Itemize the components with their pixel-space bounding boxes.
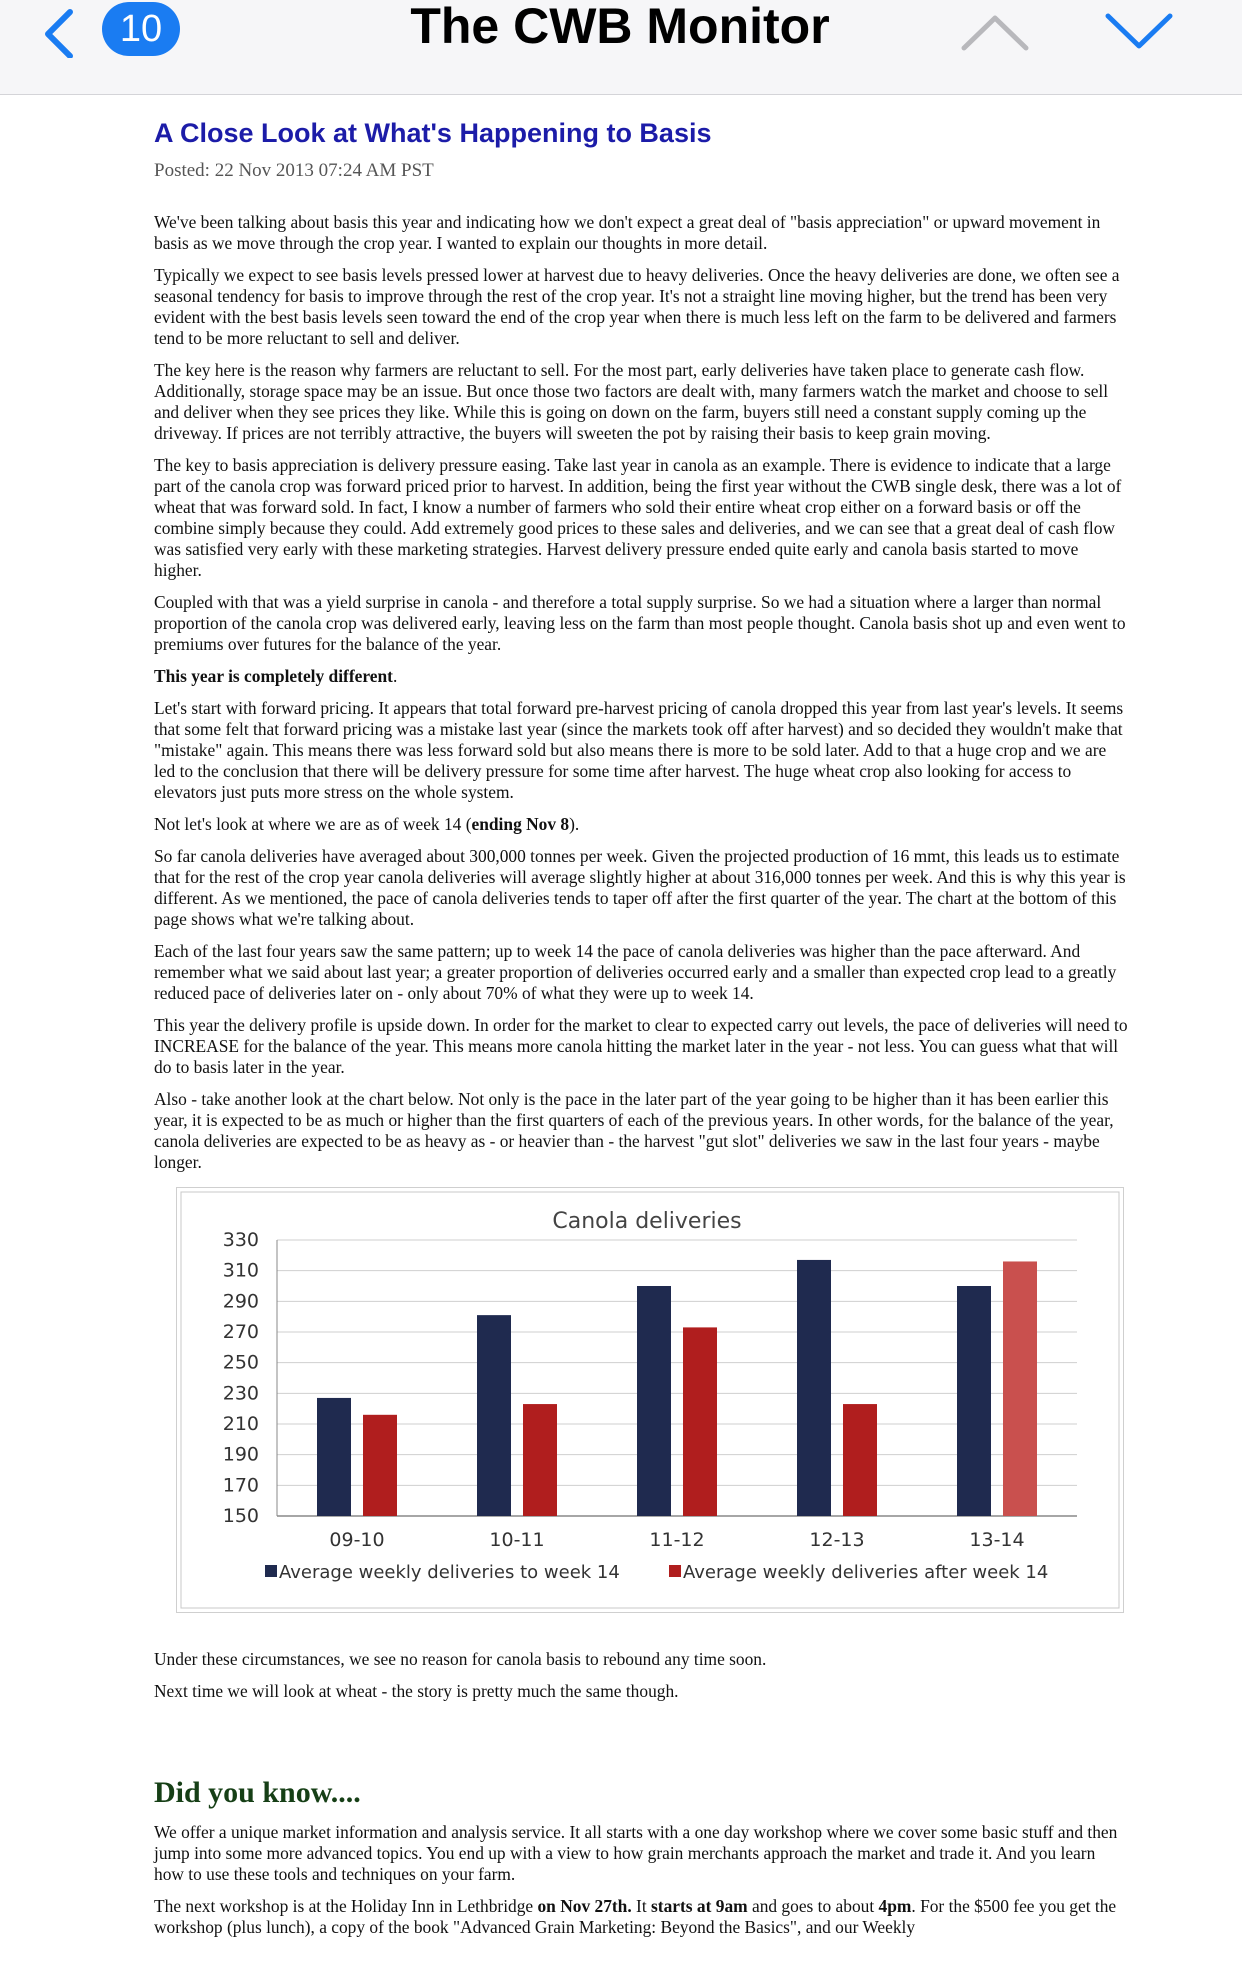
paragraph: Next time we will look at wheat - the story is pretty much the same though. [154,1681,679,1701]
bold-text: 4pm [878,1896,912,1916]
y-tick-label: 150 [222,1505,259,1527]
paragraph [154,666,1128,687]
y-tick-label: 290 [222,1290,259,1313]
paragraph [154,1896,1128,1938]
paragraph: Each of the last four years saw the same pattern; up to week 14 the pace of canola deliveries was higher than the pace afterward. And remember what we said about last year; a greater proportion of deliveries occurred early and a smaller than expected crop lead to a greatly reduced pace of deliveries later on - only about 70% of what they were up to week 14. [154,941,1117,1003]
text: . [392,666,398,686]
bar [637,1286,671,1516]
bar [317,1398,351,1516]
y-tick-label: 250 [222,1351,259,1374]
text: Not let's look at where we are as of week 14 ( [154,814,472,834]
chevron-up-icon[interactable] [960,10,1030,54]
legend-swatch [265,1565,277,1577]
x-tick-label: 10-11 [489,1529,545,1551]
y-tick-label: 210 [222,1413,259,1435]
x-tick-label: 09-10 [329,1529,385,1551]
paragraph: So far canola deliveries have averaged about 300,000 tonnes per week. Given the projected production of 16 mmt, this leads us to estimate that for the rest of the crop year canola deliveries will average slightly higher at about 316,000 tonnes per week. And this is why this year is different. As we mentioned, the pace of canola deliveries tends to taper off after the first quarter of the year. The chart at the bottom of this page shows what we're talking about. [154,846,1126,929]
chevron-down-icon[interactable] [1104,10,1174,54]
bar [477,1315,511,1516]
y-tick-label: 230 [222,1382,259,1405]
text: . For the $500 fee you get the workshop (plus lunch), a copy of the book "Advanced Grain Marketing: Beyond the Basics", and our Weekly [154,1896,1117,1937]
bold-text: starts at 9am [651,1896,748,1916]
text: It [631,1896,652,1916]
y-tick-label: 270 [222,1321,259,1343]
bold-text: on Nov 27th. [537,1896,632,1916]
text: ). [569,814,580,834]
article-title[interactable]: A Close Look at What's Happening to Basis [154,118,712,148]
bold-text: This year is completely different [154,666,393,686]
paragraph: The key to basis appreciation is delivery pressure easing. Take last year in canola as an example. There is evidence to indicate that a large part of the canola crop was forward priced prior to harvest. In addition, being the first year without the CWB single desk, there was a lot of wheat that was forward sold. In fact, I know a number of farmers who sold their entire wheat crop either on a forward basis or off the combine simply because they could. Add extremely good prices to these sales and deliveries, and we can see that a great deal of cash flow was satisfied very early with these marketing strategies. Harvest delivery pressure ended quite early and canola basis started to move higher. [154,455,1122,580]
x-tick-label: 13-14 [969,1529,1025,1551]
post-date: Posted: 22 Nov 2013 07:24 AM PST [154,160,434,181]
section-heading: Did you know.... [154,1776,361,1809]
article-body [154,110,1128,1949]
paragraph: Coupled with that was a yield surprise in canola - and therefore a total supply surprise. So we had a situation where a larger than normal proportion of the canola crop was delivered early, leaving less on the farm than most people thought. Canola basis shot up and even went to premiums over futures for the balance of the year. [154,592,1126,654]
text: The next workshop is at the Holiday Inn in Lethbridge [154,1896,538,1916]
app-title: The CWB Monitor [410,0,830,54]
legend-label: Average weekly deliveries to week 14 [279,1562,620,1583]
paragraph: Also - take another look at the chart below. Not only is the pace in the later part of the year going to be higher than it has been earlier this year, it is expected to be as much or higher than the first quarters of each of the previous years. In other words, for the balance of the year, canola deliveries are expected to be as heavy as - or heavier than - the harvest "gut slot" deliveries we saw in the last four years - maybe longer. [154,1089,1114,1172]
canola-deliveries-chart [176,1187,1124,1613]
bold-text: ending Nov 8 [471,814,570,834]
paragraph: This year the delivery profile is upside down. In order for the market to clear to expected carry out levels, the pace of deliveries will need to INCREASE for the balance of the year. This means more canola hitting the market later in the year - not less. You can guess what that will do to basis later in the year. [154,1015,1128,1077]
paragraph: Let's start with forward pricing. It appears that total forward pre-harvest pricing of canola dropped this year from last year's levels. It seems that some felt that forward pricing was a mistake last year (since the markets took off after harvest) and so decided they wouldn't make that "mistake" again. This means there was less forward sold but also means there is more to be sold later. Add to that a huge crop and we are led to the conclusion that there will be delivery pressure for some time after harvest. The huge wheat crop also looking for access to elevators just puts more stress on the whole system. [154,698,1124,802]
bar [843,1404,877,1516]
bar [363,1415,397,1516]
x-tick-label: 11-12 [649,1529,705,1551]
y-tick-label: 170 [222,1474,259,1497]
legend-label: Average weekly deliveries after week 14 [683,1562,1049,1583]
legend-swatch [669,1565,681,1577]
bar [683,1327,717,1516]
unread-count-badge[interactable]: 10 [102,2,180,56]
text: and goes to about [747,1896,879,1916]
y-tick-label: 190 [222,1443,259,1466]
paragraph [154,814,1128,835]
chevron-left-icon[interactable] [36,8,84,58]
bar [523,1404,557,1516]
paragraph: We've been talking about basis this year and indicating how we don't expect a great deal of "basis appreciation" or upward movement in basis as we move through the crop year. I wanted to explain our thoughts in more detail. [154,212,1101,253]
y-tick-label: 330 [222,1229,259,1251]
paragraph: We offer a unique market information and analysis service. It all starts with a one day workshop where we cover some basic stuff and then jump into some more advanced topics. You end up with a view to how grain merchants approach the market and trade it. And you learn how to use these tools and techniques on your farm. [154,1822,1118,1884]
chart-svg [177,1188,1123,1612]
chart-title: Canola deliveries [552,1209,742,1234]
bar [797,1260,831,1516]
bar [957,1286,991,1516]
paragraph: Typically we expect to see basis levels pressed lower at harvest due to heavy deliveries. Once the heavy deliveries are done, we often see a seasonal tendency for basis to improve through the rest of the crop year. It's not a straight line moving higher, but the trend has been very evident with the best basis levels seen toward the end of the crop year when there is much less left on the farm to be delivered and farmers tend to be more reluctant to sell and deliver. [154,265,1120,348]
navigation-bar [0,0,1242,95]
paragraph: Under these circumstances, we see no reason for canola basis to rebound any time soon. [154,1649,767,1669]
x-tick-label: 12-13 [809,1529,865,1551]
paragraph: The key here is the reason why farmers are reluctant to sell. For the most part, early deliveries have taken place to generate cash flow. Additionally, storage space may be an issue. But once those two factors are dealt with, many farmers watch the market and choose to sell and deliver when they see prices they like. While this is going on down on the farm, buyers still need a constant supply coming up the driveway. If prices are not terribly attractive, the buyers will sweeten the pot by raising their basis to keep grain moving. [154,360,1109,443]
y-tick-label: 310 [222,1259,259,1282]
bar [1003,1261,1037,1516]
